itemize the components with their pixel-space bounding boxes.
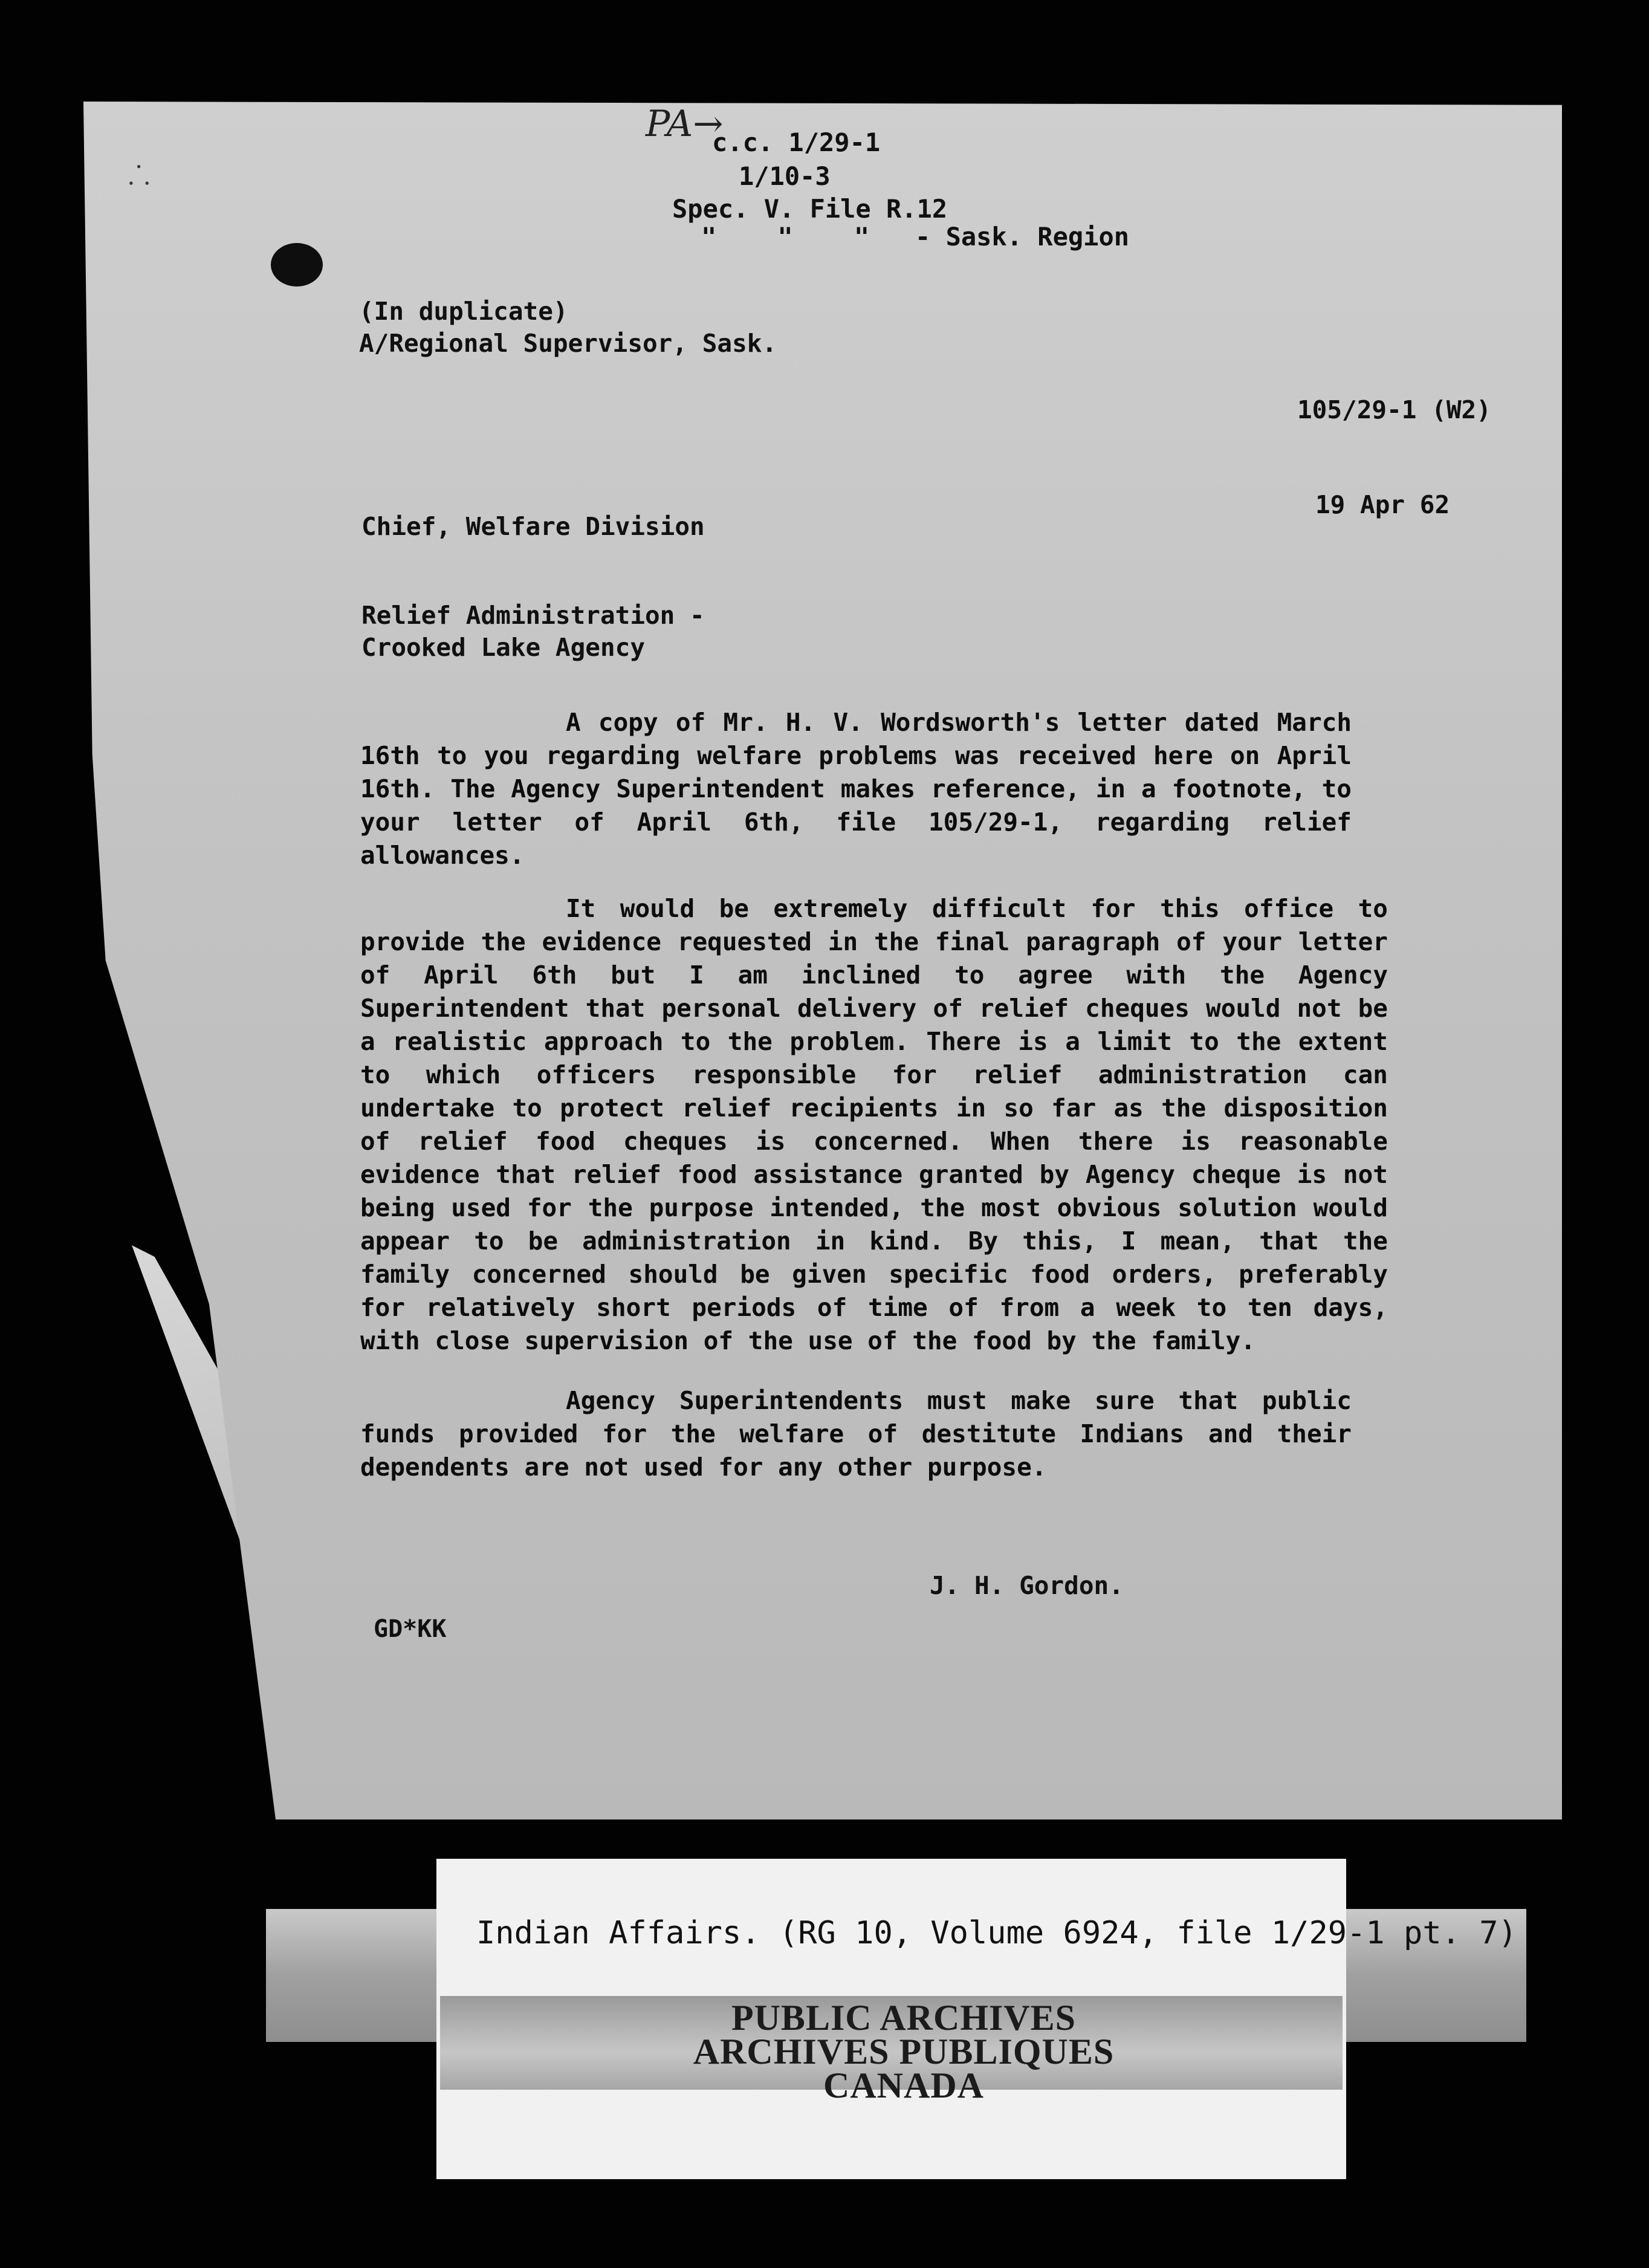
archive-citation: Indian Affairs. (RG 10, Volume 6924, file 1/29-1 pt. 7) [476, 1915, 1517, 1951]
paragraph-3: Agency Superintendents must make sure that public funds provided for the welfare of destitute Indians and their dependents are not used for any other purpose. [360, 1386, 1352, 1482]
stamp-line-1: PUBLIC ARCHIVES [731, 1998, 1077, 2038]
stamp-line-2: ARCHIVES PUBLIQUES [693, 2032, 1115, 2072]
letter-date: 19 Apr 62 [1315, 490, 1450, 519]
stamp-line-3: CANADA [823, 2066, 984, 2105]
file-ref-3: Spec. V. File R.12 [672, 194, 948, 224]
recipient: Chief, Welfare Division [361, 512, 705, 541]
duplicate-note: (In duplicate) [359, 297, 568, 326]
archive-stamp [653, 1998, 1155, 2105]
handwritten-note: PA→ [646, 103, 724, 145]
file-ref-2: 1/10-3 [739, 161, 831, 191]
typist-initials: GD*KK [374, 1615, 447, 1643]
file-number: 105/29-1 (W2) [1297, 395, 1491, 424]
subject-line-2: Crooked Lake Agency [361, 633, 645, 662]
paragraph-1: A copy of Mr. H. V. Wordsworth's letter dated March 16th to you regarding welfare problems was received here on April 16th. The Agency Superintendent makes reference, in a footnote, to your letter of April 6th, file 105/29-1, regarding relief allowances. [360, 708, 1352, 870]
file-ref-4: " " " - Sask. Region [701, 222, 1130, 251]
addressee: A/Regional Supervisor, Sask. [359, 329, 777, 358]
file-ref-1: c.c. 1/29-1 [712, 128, 881, 157]
ink-smudge: ⸫ [128, 160, 151, 191]
ink-blot [271, 243, 323, 287]
signature: J. H. Gordon. [930, 1571, 1124, 1600]
subject-line-1: Relief Administration - [361, 601, 705, 630]
paragraph-2: It would be extremely difficult for this office to provide the evidence requested in the final paragraph of your letter of April 6th but I am inclined to agree with the Agency Superintendent that personal delivery of relief cheques would not be a realistic approach to the problem. There is a limit to the extent to which officers responsible for relief administration can undertake to protect relief recipients in so far as the disposition of relief food cheques is concerned. When there is reasonable evidence that relief food assistance granted by Agency cheque is not being used for the purpose intended, the most obvious solution would appear to be administration in kind. By this, I mean, that the family concerned should be given specific food orders, preferably for relatively short periods of time of from a week to ten days, with close supervision of the use of the food by the family. [360, 894, 1388, 1355]
